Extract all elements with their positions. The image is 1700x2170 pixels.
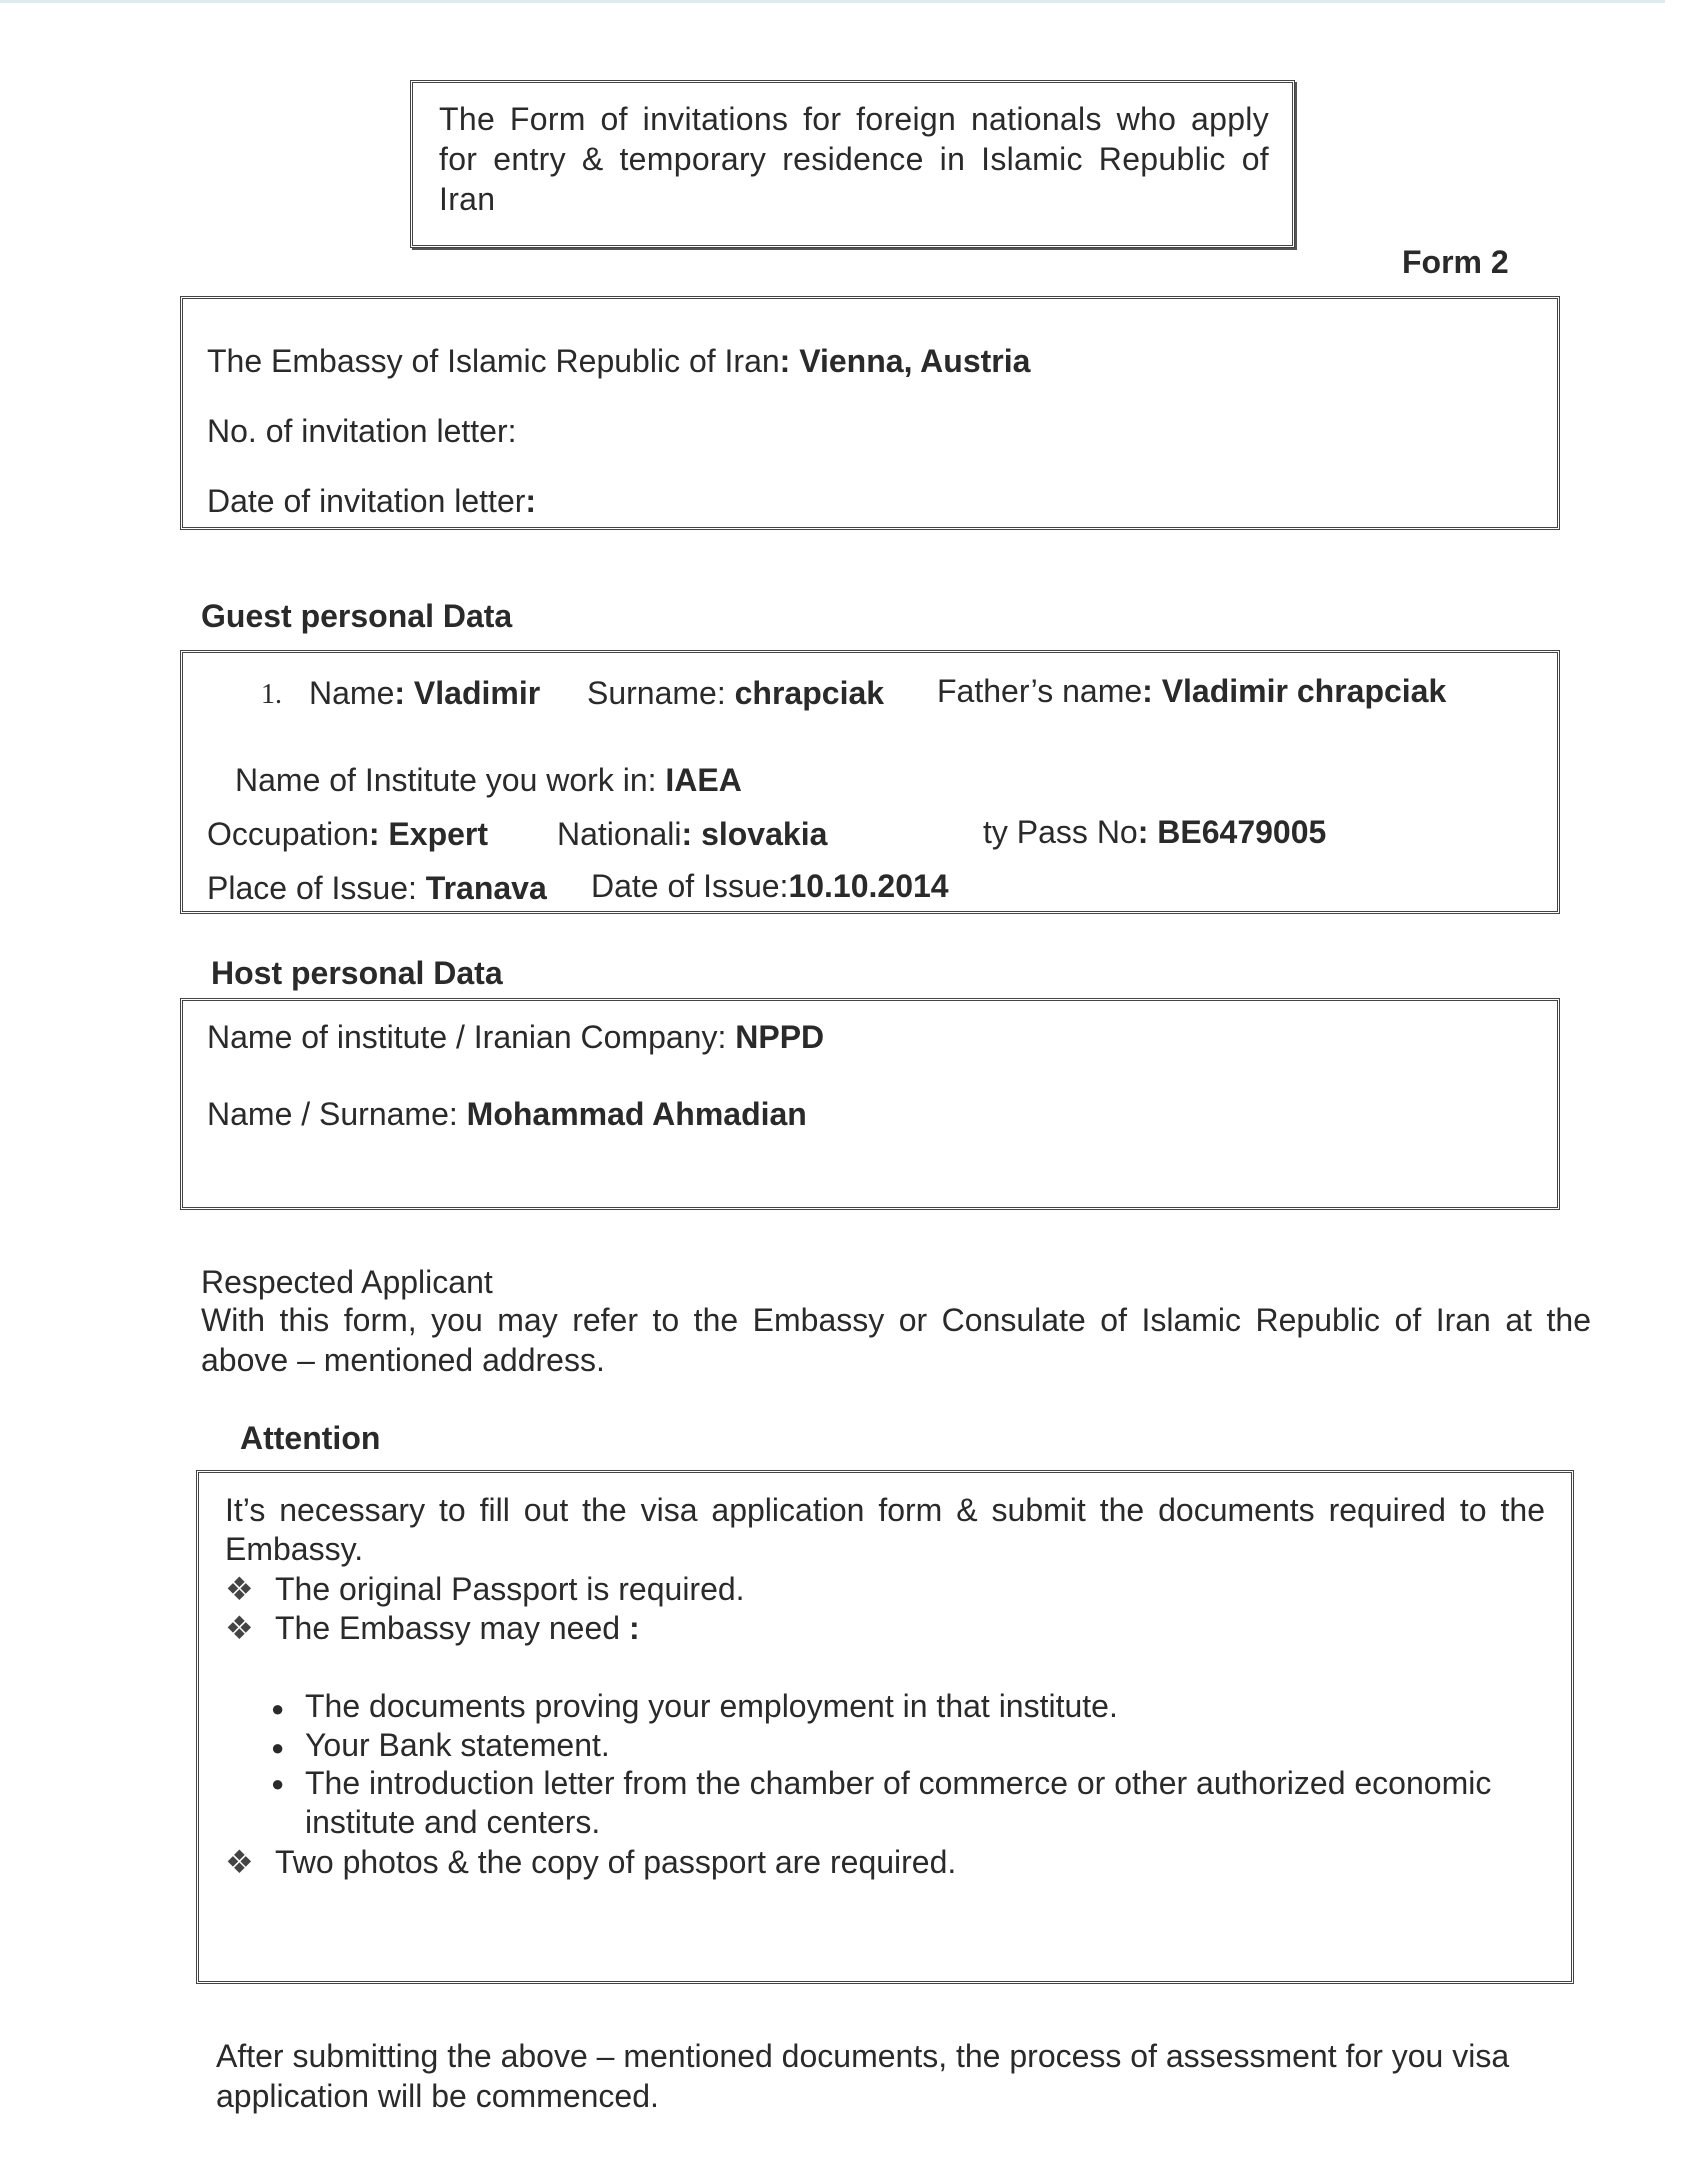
guest-issue-date-label: Date of Issue: <box>591 868 789 904</box>
invitation-date-line <box>207 481 536 521</box>
host-heading: Host personal Data <box>211 955 503 991</box>
embassy-line <box>207 341 1030 381</box>
form-title-box <box>410 80 1295 248</box>
requirement-passport <box>225 1569 745 1609</box>
guest-surname-field <box>587 673 884 713</box>
guest-issue-date-field <box>591 866 949 906</box>
embassy-label: The Embassy of Islamic Republic of Iran <box>207 343 780 379</box>
invitation-date-label: Date of invitation letter <box>207 483 526 519</box>
form-number: Form 2 <box>1402 244 1509 280</box>
guest-box <box>180 650 1560 914</box>
guest-father-field <box>937 671 1446 711</box>
guest-passport-label: ty Pass No <box>983 814 1138 850</box>
host-company-value: NPPD <box>735 1019 825 1055</box>
guest-occupation-field <box>207 814 488 854</box>
guest-place-value: Tranava <box>425 870 547 906</box>
requirement-photos-text: Two photos & the copy of passport are required. <box>275 1844 957 1880</box>
guest-occupation-value: : Expert <box>368 816 489 852</box>
sub-requirement-employment-text: The documents proving your employment in that institute. <box>305 1688 1118 1724</box>
host-company-label: Name of institute / Iranian Company: <box>207 1019 736 1055</box>
guest-institute-label: Name of Institute you work in: <box>235 762 666 798</box>
attention-heading: Attention <box>240 1420 381 1456</box>
host-name-value: Mohammad Ahmadian <box>466 1096 807 1132</box>
host-name-field <box>207 1094 807 1134</box>
host-name-label: Name / Surname: <box>207 1096 467 1132</box>
dot-bullet-icon: ● <box>271 1695 285 1721</box>
requirement-embassy-need <box>225 1608 640 1648</box>
guest-nationality-label: Nationali <box>557 816 682 852</box>
guest-name-label: Name <box>309 675 395 711</box>
guest-nationality-value: : slovakia <box>681 816 828 852</box>
sub-requirement-employment <box>271 1686 1118 1729</box>
embassy-value: : Vienna, Austria <box>779 343 1031 379</box>
host-box <box>180 998 1560 1210</box>
attention-box <box>196 1470 1574 1984</box>
guest-place-field <box>207 868 547 908</box>
guest-place-label: Place of Issue: <box>207 870 426 906</box>
notice-salutation: Respected Applicant <box>201 1264 493 1300</box>
guest-surname-value: chrapciak <box>734 675 885 711</box>
sub-requirement-introduction-text: The introduction letter from the chamber of commerce or other authorized economic institute and centers. <box>305 1765 1492 1840</box>
guest-father-value: : Vladimir chrapciak <box>1142 673 1447 709</box>
sub-requirement-bank-text: Your Bank statement. <box>305 1727 610 1763</box>
guest-institute-field <box>235 760 742 800</box>
dot-bullet-icon: ● <box>271 1734 285 1760</box>
invitation-number-label: No. of invitation letter: <box>207 413 517 449</box>
guest-surname-label: Surname: <box>587 675 735 711</box>
guest-heading: Guest personal Data <box>201 598 513 634</box>
scan-top-edge <box>0 0 1665 3</box>
invitation-date-colon: : <box>525 483 537 519</box>
diamond-bullet-icon: ❖ <box>225 1844 254 1880</box>
guest-institute-value: IAEA <box>665 762 742 798</box>
guest-passport-field <box>983 812 1326 852</box>
diamond-bullet-icon: ❖ <box>225 1610 254 1646</box>
guest-issue-date-value: 10.10.2014 <box>788 868 949 904</box>
requirement-embassy-need-colon: : <box>628 1610 640 1646</box>
notice-body: With this form, you may refer to the Embassy or Consulate of Islamic Republic of Iran at the above – mentioned address. <box>201 1302 1591 1378</box>
embassy-box <box>180 296 1560 530</box>
requirement-photos <box>225 1842 956 1882</box>
requirement-embassy-need-text: The Embassy may need <box>275 1610 629 1646</box>
dot-bullet-icon: ● <box>271 1771 285 1796</box>
guest-father-label: Father’s name <box>937 673 1143 709</box>
guest-item-number: 1. <box>261 679 282 710</box>
host-company-field <box>207 1017 824 1057</box>
guest-occupation-label: Occupation <box>207 816 369 852</box>
guest-name-value: : Vladimir <box>394 675 541 711</box>
guest-name-field <box>309 673 540 713</box>
requirement-passport-text: The original Passport is required. <box>275 1571 745 1607</box>
diamond-bullet-icon: ❖ <box>225 1571 254 1607</box>
guest-passport-value: : BE6479005 <box>1137 814 1327 850</box>
form-title: The Form of invitations for foreign nationals who apply for entry & temporary residence in Islamic Republic of Iran <box>439 101 1269 217</box>
sub-requirement-bank <box>271 1725 610 1768</box>
attention-intro: It’s necessary to fill out the visa application form & submit the documents required to the Embassy. <box>225 1492 1545 1567</box>
sub-requirement-introduction <box>271 1764 1531 1842</box>
guest-nationality-field <box>557 814 827 854</box>
footer-text: After submitting the above – mentioned documents, the process of assessment for you visa application will be commenced. <box>216 2038 1510 2114</box>
